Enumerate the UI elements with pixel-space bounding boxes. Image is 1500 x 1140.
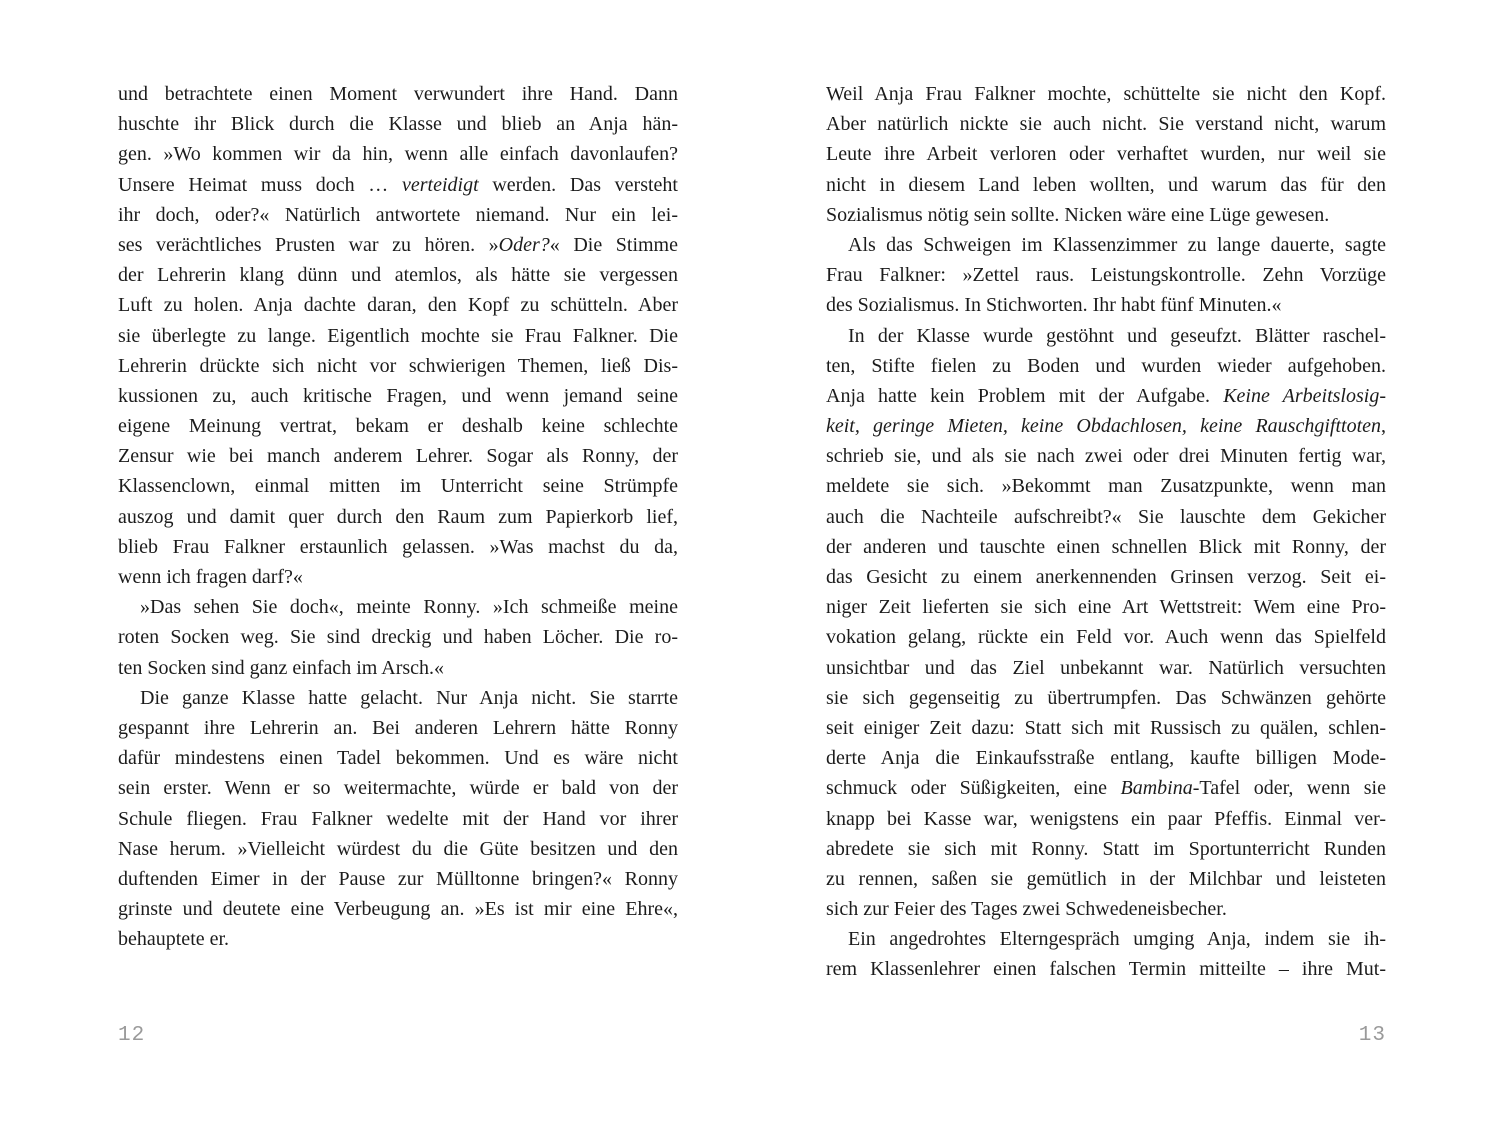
text-segment: huschte ihr Blick durch die Klasse und blieb an Anja hän- [118,113,678,136]
text-line [118,502,678,532]
text-line [118,471,678,501]
text-line [118,592,678,622]
text-line [826,351,1386,381]
italic-text-segment: keit, geringe Mieten, keine Obdachlosen, keine Rauschgifttoten [826,415,1381,438]
text-line [118,894,678,924]
italic-text-segment: Oder? [498,233,550,256]
text-line [826,441,1386,471]
text-segment: eigene Meinung vertrat, bekam er deshalb keine schlechte [118,415,678,438]
text-line [826,170,1386,200]
text-line [826,653,1386,683]
text-segment: dafür mindestens einen Tadel bekommen. Und es wäre nicht [118,747,678,770]
text-line [826,502,1386,532]
text-line [826,834,1386,864]
text-segment: werden. Das versteht [478,173,678,196]
text-line [118,381,678,411]
text-segment: Leute ihre Arbeit verloren oder verhaftet wurden, nur weil sie [826,143,1386,166]
text-line [118,411,678,441]
text-segment: schmuck oder Süßigkeiten, eine [826,777,1121,800]
text-line [826,411,1386,441]
text-segment: meldete sie sich. »Bekommt man Zusatzpunkte, wenn man [826,475,1386,498]
text-segment: ten Socken sind ganz einfach im Arsch.« [118,656,445,679]
text-segment: und betrachtete einen Moment verwundert ihre Hand. Dann [118,83,678,105]
text-segment: zu rennen, saßen sie gemütlich in der Milchbar und leisteten [826,867,1386,890]
text-segment: roten Socken weg. Sie sind dreckig und haben Löcher. Die ro- [118,626,678,649]
text-segment: der Lehrerin klang dünn und atemlos, als hätte sie vergessen [118,264,678,287]
text-line [118,713,678,743]
text-segment: , [1381,415,1386,438]
text-line [826,200,1386,230]
text-line [826,79,1386,109]
text-segment: gen. »Wo kommen wir da hin, wenn alle einfach davonlaufen? [118,143,678,166]
text-line [118,804,678,834]
text-segment: sie sich gegenseitig zu übertrumpfen. Das Schwänzen gehörte [826,686,1386,709]
text-segment: derte Anja die Einkaufsstraße entlang, kaufte billigen Mode- [826,747,1386,770]
text-line [826,321,1386,351]
text-segment: kussionen zu, auch kritische Fragen, und wenn jemand seine [118,384,678,407]
text-line [118,139,678,169]
text-segment: Lehrerin drückte sich nicht vor schwierigen Themen, ließ Dis- [118,354,678,377]
text-segment: Weil Anja Frau Falkner mochte, schüttelte sie nicht den Kopf. [826,83,1386,105]
text-segment: der anderen und tauschte einen schnellen Blick mit Ronny, der [826,535,1386,558]
italic-text-segment: Bambina [1120,777,1193,800]
text-segment: ihr doch, oder?« Natürlich antwortete niemand. Nur ein lei- [118,203,678,226]
text-segment: duftenden Eimer in der Pause zur Mülltonne bringen?« Ronny [118,867,678,890]
text-segment: seit einiger Zeit dazu: Statt sich mit Russisch zu quälen, schlen- [826,716,1386,739]
text-segment: »Das sehen Sie doch«, meinte Ronny. »Ich schmeiße meine [140,596,678,619]
text-segment: Unsere Heimat muss doch … [118,173,402,196]
left-page-number: 12 [118,1024,146,1047]
text-segment: auch die Nachteile aufschreibt?« Sie lauschte dem Gekicher [826,505,1386,528]
text-line [826,381,1386,411]
text-segment: Zensur wie bei manch anderem Lehrer. Sogar als Ronny, der [118,445,678,468]
text-line [118,109,678,139]
text-line [118,532,678,562]
text-segment: wenn ich fragen darf?« [118,566,303,588]
text-line [118,864,678,894]
text-line [826,230,1386,260]
text-line [118,351,678,381]
text-line [826,804,1386,834]
text-line [826,924,1386,954]
text-segment: ses verächtliches Prusten war zu hören. » [118,233,499,256]
text-line [826,471,1386,501]
text-line [118,290,678,320]
text-segment: In der Klasse wurde gestöhnt und geseufzt. Blätter raschel- [848,324,1386,347]
text-segment: abredete sie sich mit Ronny. Statt im Sportunterricht Runden [826,837,1386,860]
text-segment: schrieb sie, und als sie nach zwei oder drei Minuten fertig war, [826,445,1386,468]
text-segment: grinste und deutete eine Verbeugung an. »Es ist mir eine Ehre«, [118,898,678,921]
text-line [826,773,1386,803]
text-line [118,230,678,260]
text-segment: Die ganze Klasse hatte gelacht. Nur Anja nicht. Sie starrte [140,686,678,709]
text-line [118,260,678,290]
text-segment: ten, Stifte fielen zu Boden und wurden wieder aufgehoben. [826,354,1386,377]
text-line [826,954,1386,984]
text-line [826,622,1386,652]
text-segment: gespannt ihre Lehrerin an. Bei anderen Lehrern hätte Ronny [118,716,678,739]
text-segment: Als das Schweigen im Klassenzimmer zu lange dauerte, sagte [848,233,1386,256]
right-page-text-block [826,0,1386,985]
text-line [118,321,678,351]
text-segment: des Sozialismus. In Stichworten. Ihr habt fünf Minuten.« [826,294,1282,317]
text-segment: -Tafel oder, wenn sie [1192,777,1386,800]
text-segment: Nase herum. »Vielleicht würdest du die Güte besitzen und den [118,837,678,860]
text-line [826,109,1386,139]
text-line [118,653,678,683]
text-segment: knapp bei Kasse war, wenigstens ein paar Pfeffis. Einmal ver- [826,807,1386,830]
text-segment: Luft zu holen. Anja dachte daran, den Kopf zu schütteln. Aber [118,294,678,317]
left-page [118,0,678,1140]
text-segment: behauptete er. [118,928,230,951]
text-segment: Frau Falkner: »Zettel raus. Leistungskontrolle. Zehn Vorzüge [826,264,1386,287]
text-segment: sein erster. Wenn er so weitermachte, würde er bald von der [118,777,678,800]
text-segment: nicht in diesem Land leben wollten, und warum das für den [826,173,1386,196]
italic-text-segment: Keine Arbeitslosig- [1223,384,1386,407]
right-page [826,0,1386,1140]
text-segment: rem Klassenlehrer einen falschen Termin mitteilte – ihre Mut- [826,958,1386,981]
text-line [826,743,1386,773]
text-line [826,290,1386,320]
text-line [826,894,1386,924]
text-segment: sie überlegte zu lange. Eigentlich mochte sie Frau Falkner. Die [118,324,678,347]
text-segment: unsichtbar und das Ziel unbekannt war. Natürlich versuchten [826,656,1386,679]
text-line [118,683,678,713]
text-line [826,683,1386,713]
text-line [826,592,1386,622]
text-segment: Ein angedrohtes Elterngespräch umging Anja, indem sie ih- [848,928,1386,951]
text-line [118,622,678,652]
text-line [118,562,678,592]
text-line [826,713,1386,743]
text-segment: blieb Frau Falkner erstaunlich gelassen. »Was machst du da, [118,535,678,558]
text-segment: « Die Stimme [549,233,678,256]
text-line [118,743,678,773]
text-segment: Schule fliegen. Frau Falkner wedelte mit der Hand vor ihrer [118,807,678,830]
text-segment: auszog und damit quer durch den Raum zum Papierkorb lief, [118,505,678,528]
text-segment: das Gesicht zu einem anerkennenden Grinsen verzog. Seit ei- [826,566,1386,588]
text-segment: vokation gelang, rückte ein Feld vor. Auch wenn das Spielfeld [826,626,1386,649]
text-line [118,79,678,109]
text-segment: Aber natürlich nickte sie auch nicht. Sie verstand nicht, warum [826,113,1386,136]
text-line [118,924,678,954]
text-line [826,562,1386,592]
text-line [826,260,1386,290]
text-line [826,532,1386,562]
text-line [118,200,678,230]
text-line [826,864,1386,894]
text-segment: sich zur Feier des Tages zwei Schwedeneisbecher. [826,898,1227,921]
text-segment: Sozialismus nötig sein sollte. Nicken wäre eine Lüge gewesen. [826,203,1330,226]
text-line [118,834,678,864]
text-line [118,441,678,471]
text-line [826,139,1386,169]
right-page-number: 13 [1358,1024,1386,1047]
left-page-text-block [118,0,678,954]
text-line [118,170,678,200]
text-segment: niger Zeit lieferten sie sich eine Art Wettstreit: Wem eine Pro- [826,596,1386,619]
italic-text-segment: verteidigt [401,173,479,196]
text-line [118,773,678,803]
text-segment: Klassenclown, einmal mitten im Unterricht seine Strümpfe [118,475,678,498]
text-segment: Anja hatte kein Problem mit der Aufgabe. [826,384,1224,407]
